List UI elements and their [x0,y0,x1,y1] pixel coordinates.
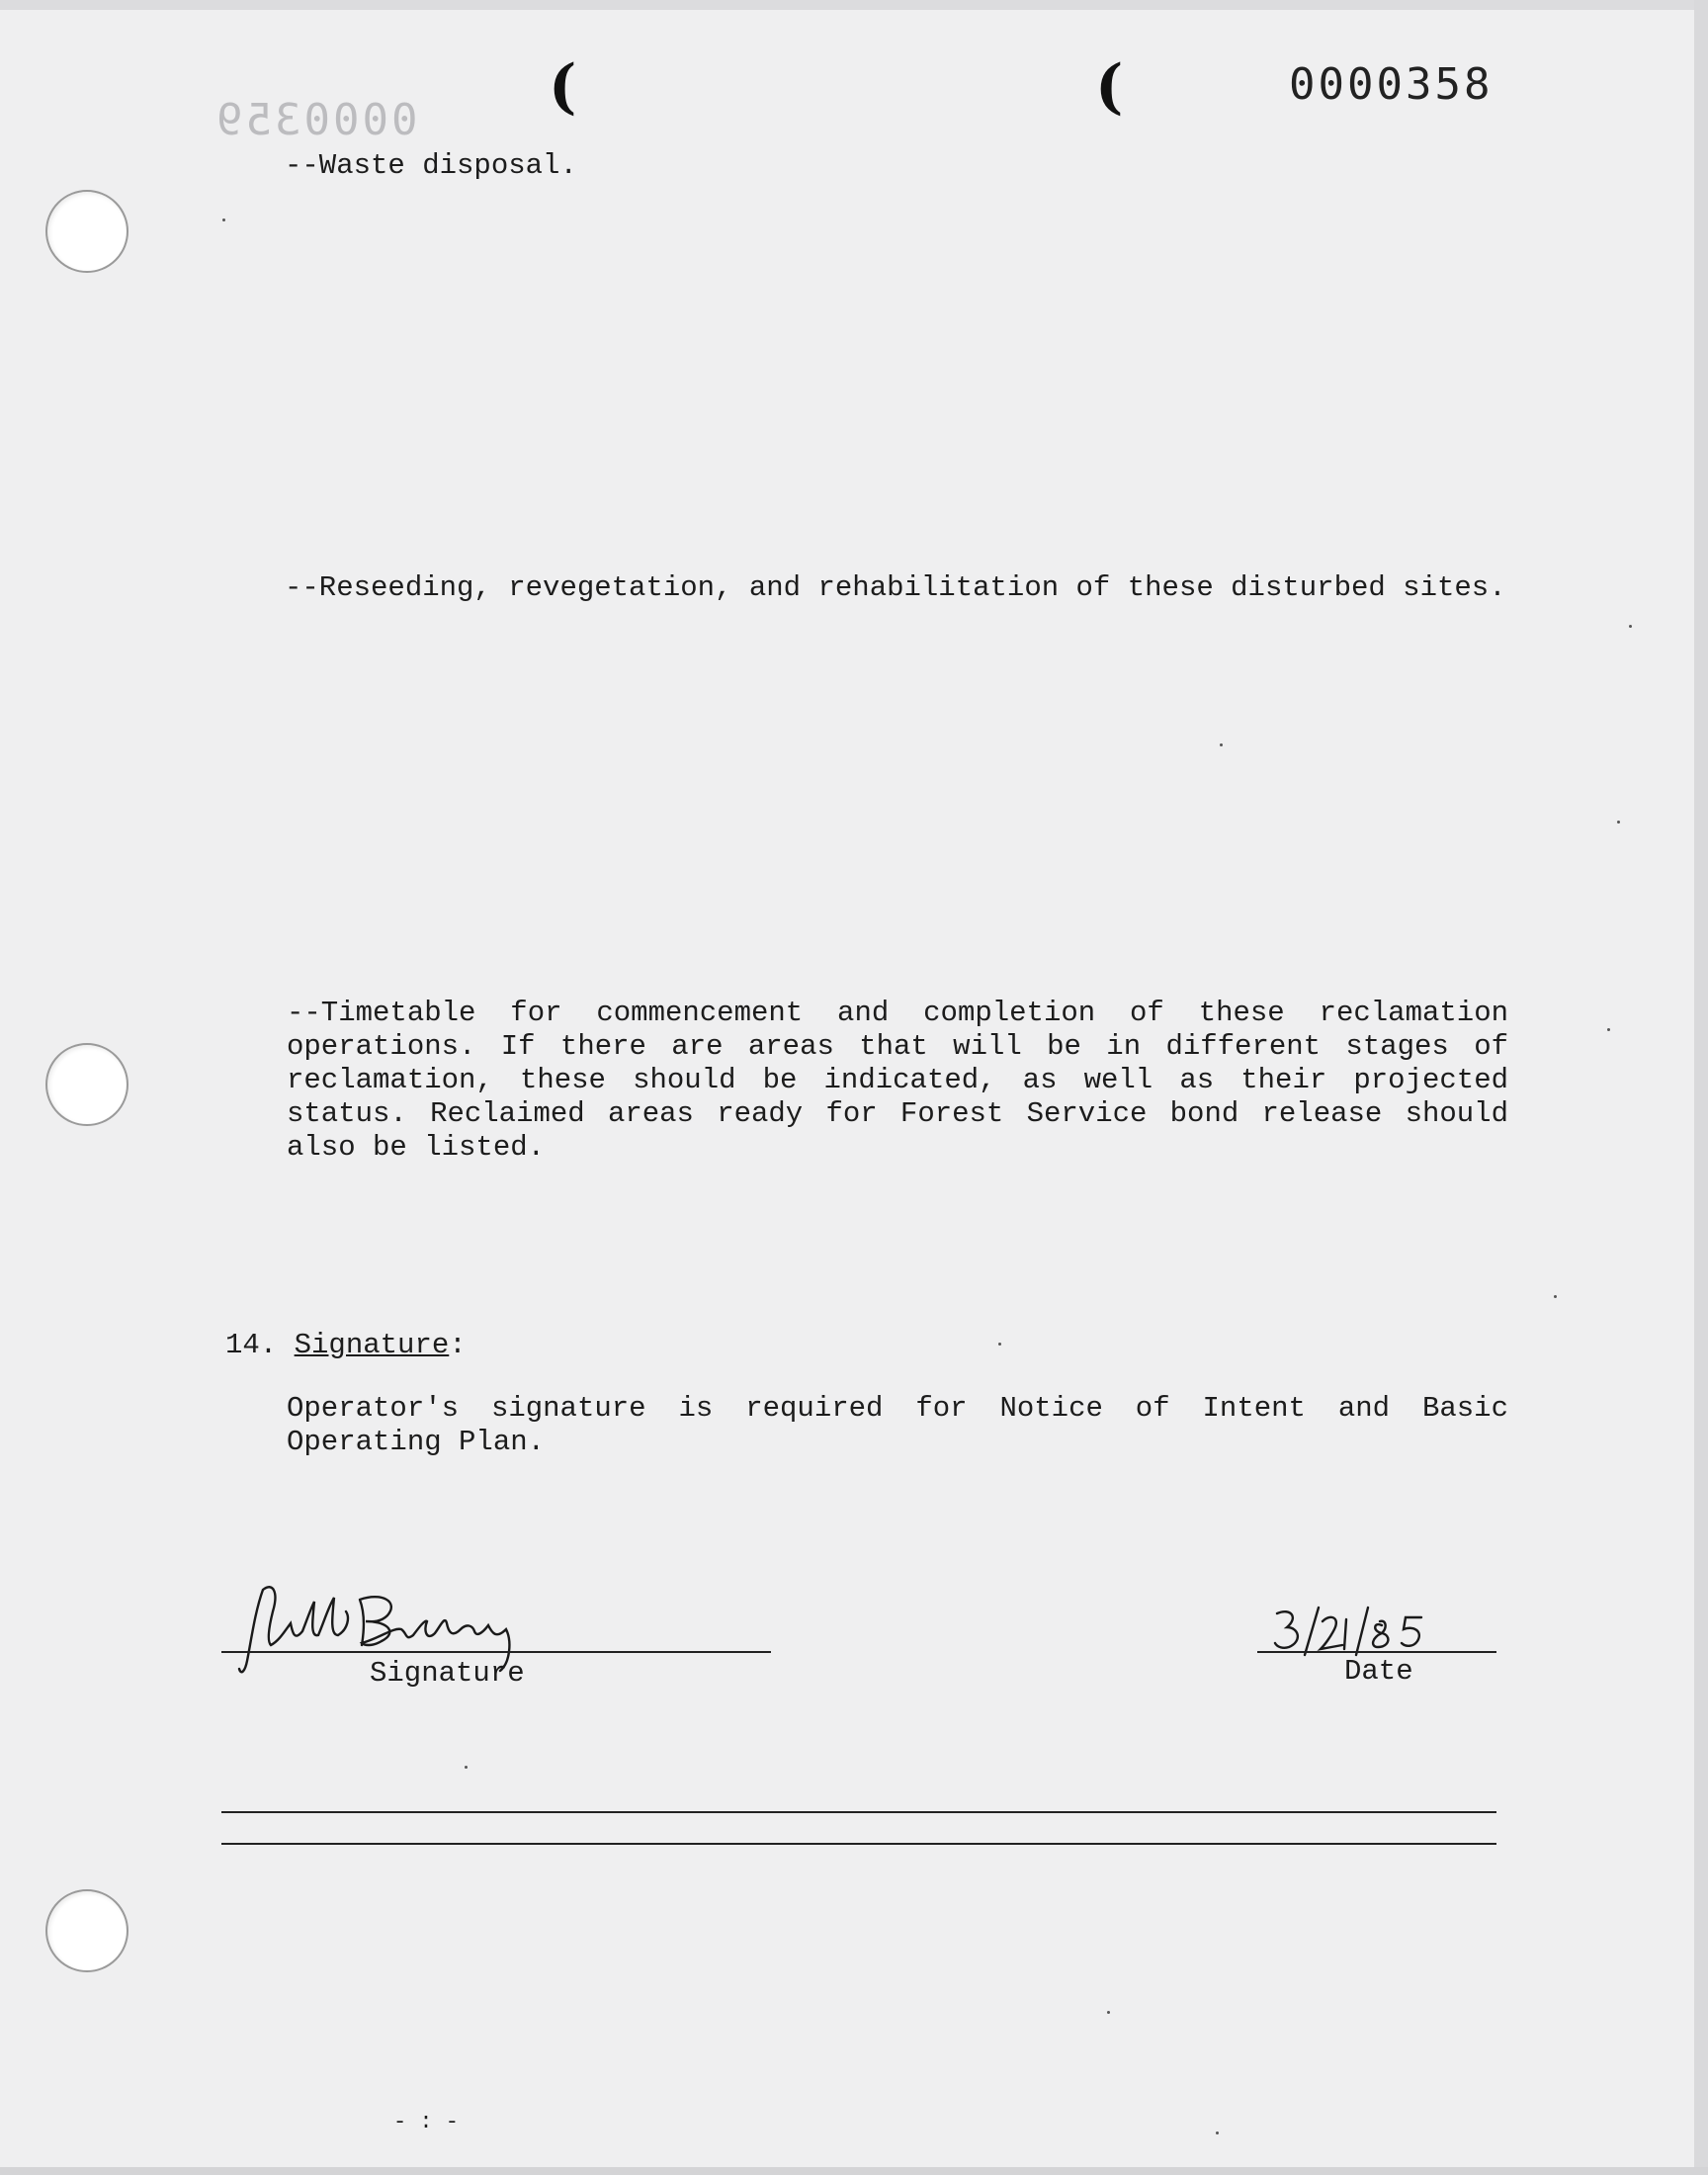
speck [1220,743,1223,746]
punch-hole-middle [45,1043,128,1126]
scan-edge-top [0,0,1708,10]
speck [465,1766,468,1769]
signature-instruction: Operator's signature is required for Notice of Intent and Basic Operating Plan. [287,1392,1508,1458]
blank-line-2 [221,1843,1496,1845]
signature-line [221,1651,771,1653]
speck [222,218,225,221]
speck [1607,1028,1610,1031]
document-number: 0000358 [1289,59,1494,110]
footer-mark: - : - [393,2110,460,2134]
date-line [1257,1651,1496,1653]
section-number: 14. [225,1329,278,1361]
section-14-heading [225,1329,467,1362]
punch-hole-bottom [45,1889,128,1972]
section-title: Signature [294,1329,450,1361]
date-label: Date [1344,1655,1413,1688]
bleed-through-number: 0000359 [214,95,418,145]
speck [1216,2132,1219,2134]
reseeding-item: --Reseeding, revegetation, and rehabilitation of these disturbed sites. [285,571,1506,604]
binder-clip-mark-right: ( [1095,52,1124,122]
scan-edge-right [1694,0,1708,2175]
speck [998,1343,1001,1346]
speck [1554,1295,1557,1298]
signature-label: Signature [370,1657,525,1690]
handwritten-date [1265,1604,1443,1663]
speck [1617,821,1620,824]
punch-hole-top [45,190,128,273]
blank-line-1 [221,1811,1496,1813]
section-title-colon: : [449,1329,467,1361]
speck [1107,2011,1110,2014]
timetable-item: --Timetable for commencement and completion of these reclamation operations. If there are areas that will be in different stages of reclamation, these should be indicated, as well as their projected status. Reclaimed areas ready for Forest Service bond release should also be listed. [287,997,1508,1164]
waste-disposal-item: --Waste disposal. [285,149,577,182]
scan-edge-bottom [0,2167,1708,2175]
binder-clip-mark-left: ( [549,52,577,122]
speck [1629,625,1632,628]
